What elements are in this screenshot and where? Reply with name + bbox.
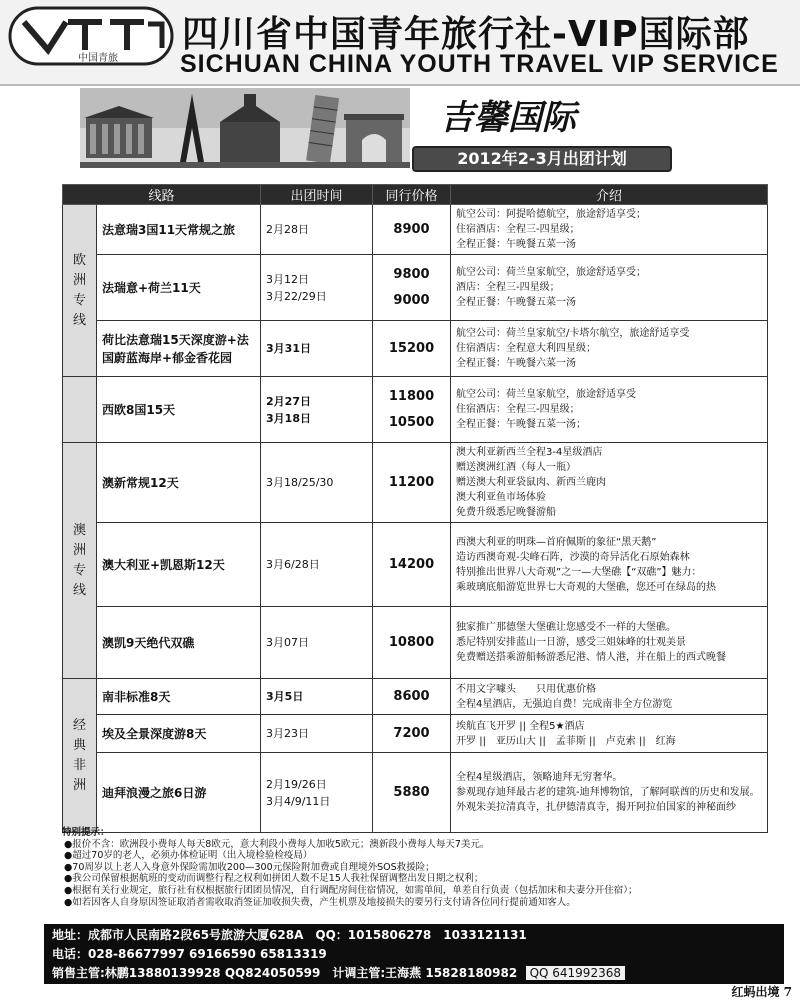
region-europe: 欧洲专线 xyxy=(63,205,97,377)
route-name: 法意瑞3国11天常规之旅 xyxy=(97,205,261,255)
route-name: 澳新常规12天 xyxy=(97,443,261,523)
europe-landmarks-image xyxy=(80,88,410,168)
route-name: 迪拜浪漫之旅6日游 xyxy=(97,753,261,833)
price: 9800 9000 xyxy=(373,255,451,321)
route-name: 荷比法意瑞15天深度游+法国蔚蓝海岸+郁金香花园 xyxy=(97,321,261,377)
table-row xyxy=(63,753,768,833)
sales-qq-badge: QQ 641992368 xyxy=(526,966,625,980)
depart-date: 3月5日 xyxy=(261,679,373,715)
table-header-row xyxy=(63,185,768,205)
route-name: 埃及全景深度游8天 xyxy=(97,715,261,753)
contact-sales: 销售主管:林鹏13880139928 QQ824050599 计调主管:王海燕 15828180982 QQ 641992368 xyxy=(52,964,776,983)
price: 15200 xyxy=(373,321,451,377)
region-africa: 经典非洲 xyxy=(63,679,97,833)
depart-date: 3月12日 3月22/29日 xyxy=(261,255,373,321)
depart-date: 2月27日 3月18日 xyxy=(261,377,373,443)
intro: 西澳大利亚的明珠—首府佩斯的象征“黑天鹅” 造访西澳奇观-尖峰石阵，沙漠的奇异活化石原始森林 特别推出世界八大奇观”之一—大堡礁【“双礁”】魅力： 乘玻璃底船游览世界七大奇观的大堡礁，您还可在绿岛的热 xyxy=(451,523,768,607)
price: 8900 xyxy=(373,205,451,255)
depart-date: 3月18/25/30 xyxy=(261,443,373,523)
note-item: ●如若因客人自身原因签证取消者需收取消签证加收损失费，产生机票及地接损失的要另行支付请各位同行提前通知客人。 xyxy=(64,896,576,908)
table-row xyxy=(63,205,768,255)
note-item: ●70周岁以上老人入身意外保险需加收200—300元保险附加费或自理境外SOS救援险； xyxy=(64,861,435,873)
depart-date: 2月28日 xyxy=(261,205,373,255)
header-intro: 介绍 xyxy=(451,185,768,205)
depart-date: 3月6/28日 xyxy=(261,523,373,607)
svg-text:中国青旅: 中国青旅 xyxy=(78,53,118,64)
price: 10800 xyxy=(373,607,451,679)
route-name: 澳凯9天绝代双礁 xyxy=(97,607,261,679)
route-name: 西欧8国15天 xyxy=(97,377,261,443)
intro: 航空公司：荷兰皇家航空，旅途舒适享受； 酒店：全程三-四星级； 全程正餐：午晚餐五菜一汤 xyxy=(451,255,768,321)
route-name: 法瑞意+荷兰11天 xyxy=(97,255,261,321)
note-item: ●超过70岁的老人，必须办体检证明（出入境检验检疫局） xyxy=(64,850,313,862)
page-number: 红蚂出境 7 xyxy=(731,985,792,999)
intro: 航空公司：荷兰皇家航空，旅途舒适享受 住宿酒店：全程三-四星级； 全程正餐：午晚餐五菜一汤； xyxy=(451,377,768,443)
banner xyxy=(0,88,800,180)
intro: 航空公司：荷兰皇家航空/卡塔尔航空，旅途舒适享受 住宿酒店：全程意大利四星级； 全程正餐：午晚餐六菜一汤 xyxy=(451,321,768,377)
company-logo xyxy=(6,4,176,68)
intro: 全程4星级酒店，领略迪拜无穷奢华。 参观现存迪拜最古老的建筑-迪拜博物馆，了解阿联酋的历史和发展。 外观朱美拉清真寺，扎伊德清真寺，揭开阿拉伯国家的神秘面纱 xyxy=(451,753,768,833)
price: 11200 xyxy=(373,443,451,523)
table-row xyxy=(63,443,768,523)
route-name: 南非标准8天 xyxy=(97,679,261,715)
note-item: ●我公司保留根据航班的变动而调整行程之权利如拼团人数不足15人我社保留调整出发日期之权利； xyxy=(64,873,484,885)
table-row xyxy=(63,321,768,377)
header-route: 线路 xyxy=(63,185,261,205)
depart-date: 3月23日 xyxy=(261,715,373,753)
depart-date: 3月07日 xyxy=(261,607,373,679)
table-row xyxy=(63,255,768,321)
intro: 独家推广那德堡大堡礁让您感受不一样的大堡礁。 悉尼特别安排蓝山一日游，感受三姐妹峰的壮观美景 免费赠送搭乘游船畅游悉尼港、情人港，并在船上的西式晚餐 xyxy=(451,607,768,679)
price: 7200 xyxy=(373,715,451,753)
brand-calligraphy: 吉馨国际 xyxy=(440,98,576,138)
depart-date: 2月19/26日 3月4/9/11日 xyxy=(261,753,373,833)
intro: 不用文字噱头 只用优惠价格 全程4星酒店，无强迫自费！完成南非全方位游览 xyxy=(451,679,768,715)
route-name: 澳大利亚+凯恩斯12天 xyxy=(97,523,261,607)
table-row xyxy=(63,679,768,715)
depart-date: 3月31日 xyxy=(261,321,373,377)
region-australia: 澳洲专线 xyxy=(63,443,97,679)
price: 14200 xyxy=(373,523,451,607)
region-europe-blank xyxy=(63,377,97,443)
tour-schedule-table xyxy=(62,184,768,833)
note-item: ●报价不含：欧洲段小费每人每天8欧元，意大利段小费每人加收5欧元；澳新段小费每人每天7美元。 xyxy=(64,838,490,850)
price: 5880 xyxy=(373,753,451,833)
price: 8600 xyxy=(373,679,451,715)
contact-bar xyxy=(44,924,784,984)
page-title: 四川省中国青年旅行社-VIP国际部 xyxy=(182,14,750,55)
page-subtitle: SICHUAN CHINA YOUTH TRAVEL VIP SERVICE xyxy=(180,50,779,78)
intro: 埃航直飞开罗 || 全程5★酒店 开罗 || 亚历山大 || 孟菲斯 || 卢克索 || 红海 xyxy=(451,715,768,753)
header-price: 同行价格 xyxy=(373,185,451,205)
table-row xyxy=(63,715,768,753)
special-notes xyxy=(62,827,767,908)
notes-title: 特别提示： xyxy=(62,827,110,838)
note-item: ●根据有关行业规定，旅行社有权根据旅行团团员情况，自行调配房间住宿情况，如需单间，单差自行负责（包括加床和夫妻分开住宿）； xyxy=(64,884,638,896)
intro: 航空公司：阿提哈德航空，旅途舒适享受； 住宿酒店：全程三-四星级； 全程正餐：午晚餐五菜一汤 xyxy=(451,205,768,255)
intro: 澳大利亚新西兰全程3-4星级酒店 赠送澳洲红酒（每人一瓶） 赠送澳大利亚袋鼠肉、新西兰鹿肉 澳大利亚鱼市场体验 免费升级悉尼晚餐游船 xyxy=(451,443,768,523)
table-row xyxy=(63,607,768,679)
plan-title-badge: 2012年2-3月出团计划 xyxy=(412,146,672,172)
price: 11800 10500 xyxy=(373,377,451,443)
contact-phone: 电话：028-86677997 69166590 65813319 xyxy=(52,947,327,961)
table-row xyxy=(63,377,768,443)
header-date: 出团时间 xyxy=(261,185,373,205)
table-row xyxy=(63,523,768,607)
contact-address: 地址：成都市人民南路2段65号旅游大厦628A QQ：1015806278 1033121131 xyxy=(52,928,527,942)
header xyxy=(0,0,800,86)
